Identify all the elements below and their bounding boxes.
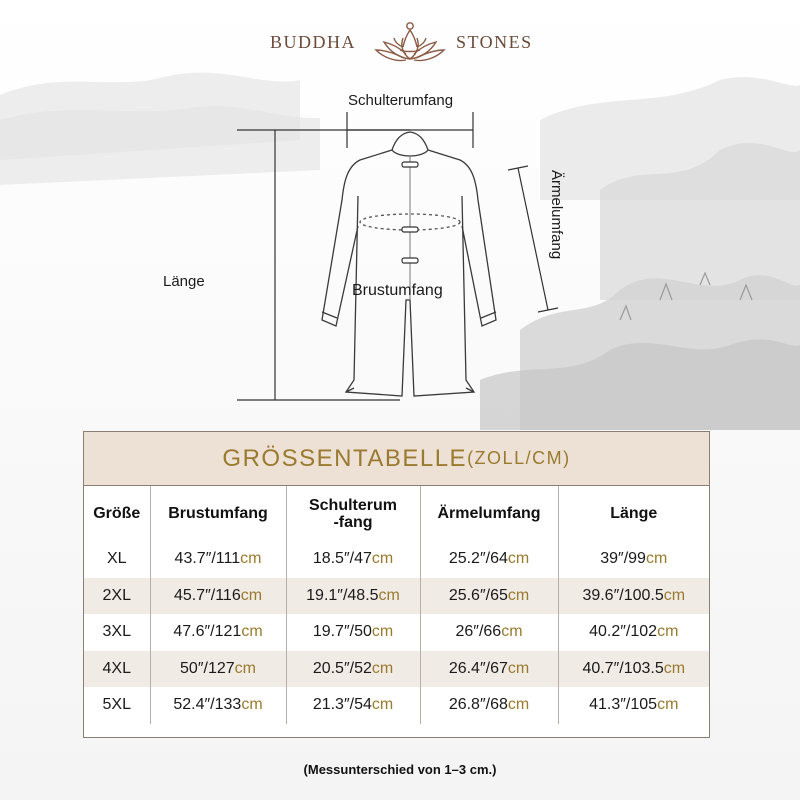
table-cell-shoulder [286, 541, 420, 578]
cell-value: 20.5″/52 [312, 659, 372, 677]
table-cell-chest [150, 614, 286, 651]
sleeve-label: Ärmelumfang [548, 170, 565, 260]
size-chart-table [83, 431, 710, 738]
table-cell-shoulder [286, 614, 420, 651]
table-cell-shoulder [286, 651, 420, 688]
cell-value: 4XL [102, 659, 131, 677]
header-chest: Brustumfang [150, 486, 286, 541]
cell-value: XL [106, 550, 127, 568]
cell-value: 26.4″/67 [448, 659, 508, 677]
brand-name-left: BUDDHA [270, 32, 357, 52]
cm-unit: cm [501, 623, 523, 641]
cell-value: 45.7″/116 [173, 586, 241, 604]
cm-unit: cm [378, 586, 400, 604]
table-row [84, 578, 709, 615]
cm-unit: cm [645, 550, 668, 568]
cm-unit: cm [663, 659, 686, 677]
cell-value: 43.7″/111 [174, 550, 241, 568]
size-chart-title-text: GRÖSSENTABELLE [222, 444, 468, 472]
table-cell-size [84, 541, 150, 578]
header-size: Größe [93, 505, 141, 522]
cell-value: 21.3″/54 [312, 696, 372, 714]
cm-unit: cm [371, 550, 394, 568]
size-chart-unit: (ZOLL/CM) [467, 448, 571, 468]
table-cell-length [558, 541, 709, 578]
table-cell-length [558, 614, 709, 651]
header-sleeve: Ärmelumfang [420, 486, 558, 541]
measurement-footnote: (Messunterschied von 1–3 cm.) [303, 762, 497, 777]
cell-value: 47.6″/121 [173, 623, 242, 641]
table-cell-size [84, 651, 150, 688]
cell-value: 26.8″/68 [448, 696, 508, 714]
table-row [84, 541, 709, 578]
table-header-row [84, 486, 709, 541]
cell-value: 40.7″/103.5 [582, 659, 664, 677]
header-shoulder: Schulterum -fang [286, 486, 420, 541]
table-cell-size [84, 687, 150, 724]
length-dimension-line [237, 130, 410, 400]
cell-value: 19.7″/50 [312, 623, 372, 641]
table-cell-size [84, 614, 150, 651]
table-cell-sleeve [420, 541, 558, 578]
cell-value: 3XL [102, 623, 131, 641]
table-cell-length [558, 578, 709, 615]
table-cell-sleeve [420, 687, 558, 724]
cm-unit: cm [240, 586, 263, 604]
cell-value: 25.2″/64 [448, 550, 508, 568]
cm-unit: cm [234, 659, 256, 677]
shoulder-label: Schulterumfang [348, 92, 454, 109]
table-cell-length [558, 651, 709, 688]
table-cell-sleeve [420, 578, 558, 615]
cell-value: 5XL [102, 696, 131, 714]
cell-value: 25.6″/65 [448, 586, 508, 604]
table-cell-chest [150, 651, 286, 688]
cm-unit: cm [507, 550, 530, 568]
header-length: Länge [558, 486, 709, 541]
table-cell-chest [150, 687, 286, 724]
cell-value: 26″/66 [455, 623, 502, 641]
cm-unit: cm [507, 696, 530, 714]
cell-value: 40.2″/102 [589, 623, 658, 641]
length-label: Länge [163, 273, 205, 290]
brand-name-right: STONES [456, 32, 533, 52]
cm-unit: cm [507, 659, 530, 677]
cm-unit: cm [241, 696, 263, 714]
cm-unit: cm [371, 623, 394, 641]
table-cell-size [84, 578, 150, 615]
table-row [84, 651, 709, 688]
cell-value: 50″/127 [180, 659, 235, 677]
long-shirt-icon [322, 132, 496, 396]
cm-unit: cm [241, 623, 263, 641]
cm-unit: cm [663, 586, 686, 604]
table-cell-chest [150, 541, 286, 578]
table-cell-sleeve [420, 614, 558, 651]
cell-value: 19.1″/48.5 [306, 586, 379, 604]
cell-value: 18.5″/47 [312, 550, 372, 568]
cm-unit: cm [657, 623, 679, 641]
table-cell-sleeve [420, 651, 558, 688]
table-cell-chest [150, 578, 286, 615]
table-cell-shoulder [286, 578, 420, 615]
cell-value: 39.6″/100.5 [582, 586, 664, 604]
cm-unit: cm [240, 550, 262, 568]
cell-value: 52.4″/133 [173, 696, 242, 714]
cm-unit: cm [371, 659, 394, 677]
table-cell-length [558, 687, 709, 724]
cell-value: 39″/99 [600, 550, 646, 568]
table-row [84, 614, 709, 651]
table-cell-shoulder [286, 687, 420, 724]
cell-value: 2XL [102, 586, 131, 604]
cm-unit: cm [507, 586, 530, 604]
cm-unit: cm [371, 696, 394, 714]
cell-value: 41.3″/105 [589, 696, 658, 714]
chest-label: Brustumfang [352, 282, 443, 299]
table-row [84, 687, 709, 724]
size-chart-title [84, 432, 709, 486]
cm-unit: cm [657, 696, 679, 714]
size-table [84, 486, 709, 724]
